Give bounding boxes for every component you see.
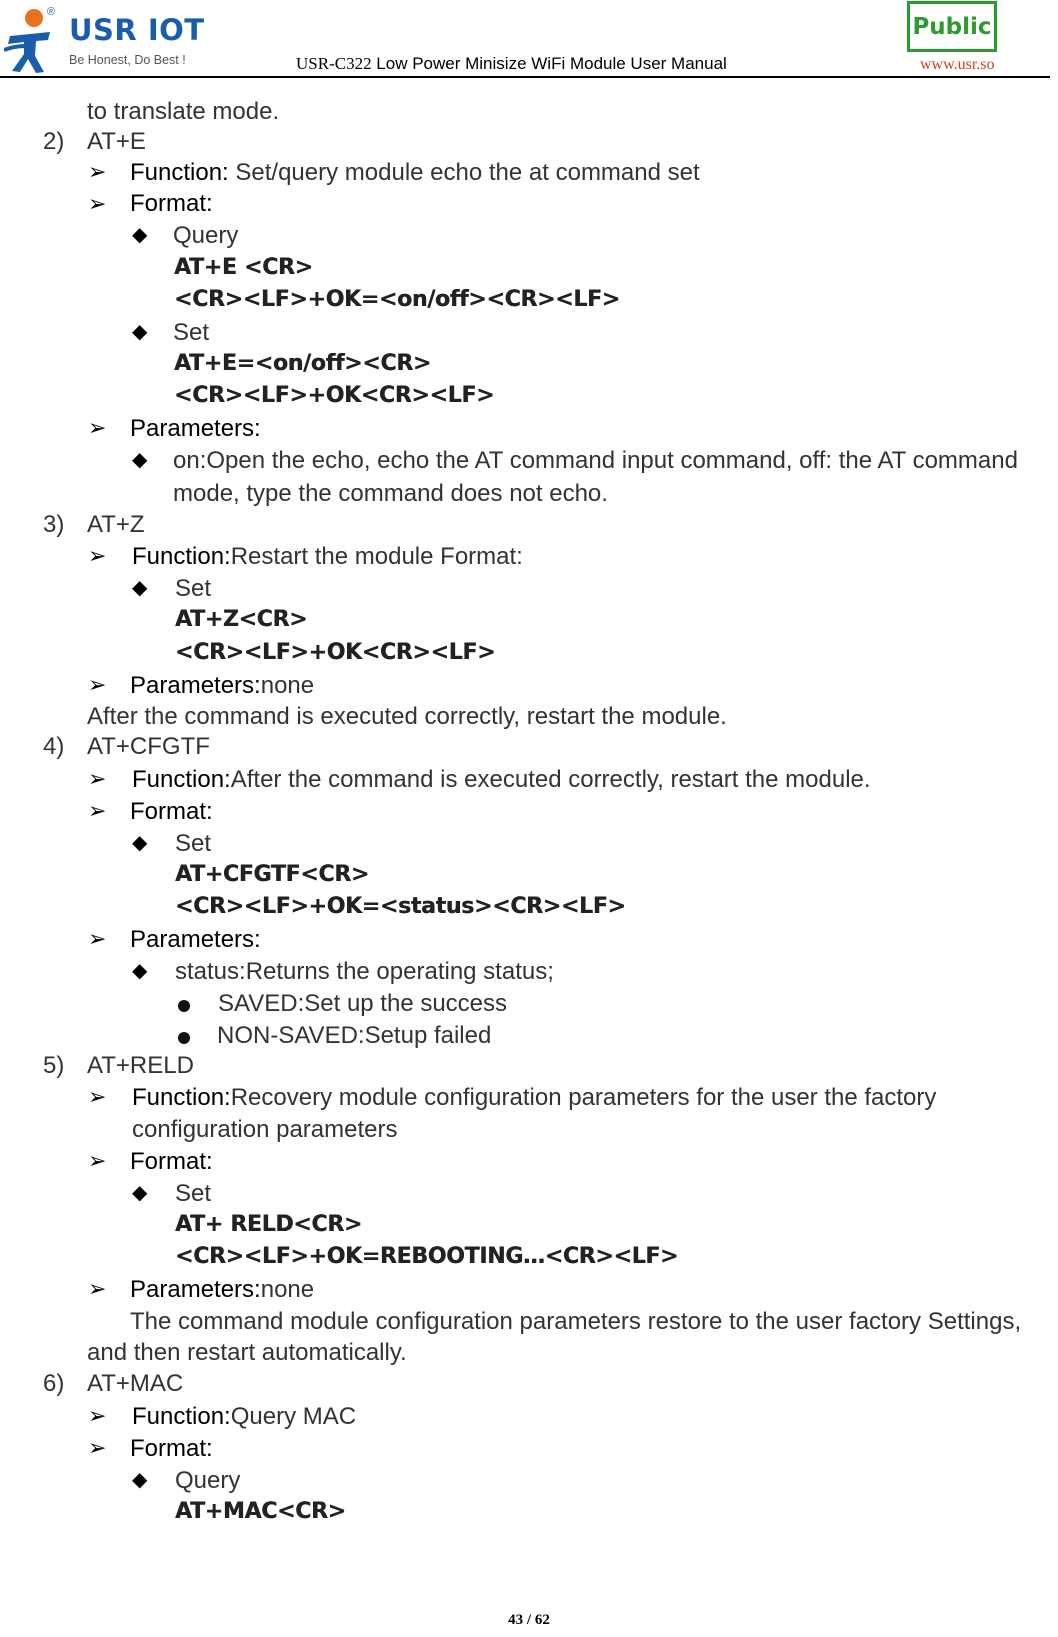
page-number [0, 1612, 1058, 1629]
note-text: The command module configuration parameters restore to the user factory Settings, [130, 1308, 1022, 1335]
parameters-line [130, 1275, 314, 1305]
arrow-bullet-icon: ➢ [88, 1148, 107, 1173]
parameter-text: mode, type the command does not echo. [173, 480, 608, 507]
note-text: After the command is executed correctly, restart the module. [87, 703, 727, 730]
function-label: Function: [132, 543, 231, 570]
arrow-bullet-icon: ➢ [88, 1435, 107, 1460]
command-text: AT+CFGTF<CR> [175, 862, 369, 887]
function-label: Function: [132, 1084, 231, 1111]
command-text: AT+MAC<CR> [175, 1499, 346, 1524]
diamond-bullet-icon: ◆ [132, 1469, 148, 1491]
set-label: Set [175, 1180, 212, 1207]
page-header [0, 0, 1058, 80]
diamond-bullet-icon: ◆ [132, 224, 148, 246]
section-title: AT+RELD [87, 1052, 194, 1079]
parameters-value: none [260, 1276, 315, 1303]
diamond-bullet-icon: ◆ [132, 449, 148, 471]
total-pages: 62 [534, 1612, 550, 1628]
parameters-label: Parameters: [130, 415, 261, 442]
arrow-bullet-icon: ➢ [88, 1403, 107, 1428]
arrow-bullet-icon: ➢ [88, 1084, 107, 1109]
section-title: AT+CFGTF [87, 733, 210, 760]
section-number: 4) [43, 733, 65, 760]
function-line [132, 1083, 936, 1113]
round-bullet-icon [178, 1000, 190, 1012]
set-label: Set [173, 319, 210, 346]
command-text: AT+Z<CR> [175, 607, 308, 632]
format-label: Format: [130, 1148, 213, 1175]
status-option: NON-SAVED:Setup failed [217, 1022, 492, 1049]
function-text-continued: configuration parameters [132, 1116, 398, 1143]
arrow-bullet-icon: ➢ [88, 926, 107, 951]
function-text: Recovery module configuration parameters for the user the factory [230, 1084, 937, 1111]
parameter-text: on:Open the echo, echo the AT command input command, off: the AT command [173, 447, 1018, 474]
function-text: Restart the module Format: [230, 543, 523, 570]
arrow-bullet-icon: ➢ [88, 159, 107, 184]
section-title: AT+MAC [87, 1370, 184, 1397]
diamond-bullet-icon: ◆ [132, 577, 148, 599]
function-label: Function: [132, 1403, 231, 1430]
registered-mark: ® [47, 6, 56, 18]
function-label: Function: [130, 159, 229, 186]
current-page: 43 [508, 1612, 524, 1628]
arrow-bullet-icon: ➢ [88, 543, 107, 568]
round-bullet-icon [178, 1032, 190, 1044]
section-title: AT+Z [87, 511, 145, 538]
command-text: AT+E=<on/off><CR> [174, 351, 432, 376]
parameters-label: Parameters: [130, 672, 261, 699]
parameter-text: status:Returns the operating status; [175, 958, 554, 985]
function-text: Set/query module echo the at command set [228, 159, 700, 186]
document-title [296, 54, 727, 74]
query-label: Query [173, 222, 239, 249]
arrow-bullet-icon: ➢ [88, 191, 107, 216]
format-label: Format: [130, 798, 213, 825]
function-line [132, 1402, 356, 1432]
diamond-bullet-icon: ◆ [132, 321, 148, 343]
format-label: Format: [130, 1435, 213, 1462]
arrow-bullet-icon: ➢ [88, 1276, 107, 1301]
title-model: USR-C322 [296, 54, 372, 73]
response-text: <CR><LF>+OK=REBOOTING…<CR><LF> [175, 1244, 679, 1269]
section-number: 3) [43, 511, 65, 538]
parameters-line [130, 671, 314, 701]
diamond-bullet-icon: ◆ [132, 960, 148, 982]
arrow-bullet-icon: ➢ [88, 672, 107, 697]
arrow-bullet-icon: ➢ [88, 798, 107, 823]
response-text: <CR><LF>+OK<CR><LF> [175, 640, 496, 665]
command-text: AT+E <CR> [174, 255, 313, 280]
section-title: AT+E [87, 128, 146, 155]
section-number: 2) [43, 128, 65, 155]
public-badge: Public [907, 1, 997, 52]
parameters-label: Parameters: [130, 926, 261, 953]
arrow-bullet-icon: ➢ [88, 766, 107, 791]
diamond-bullet-icon: ◆ [132, 832, 148, 854]
query-label: Query [175, 1467, 241, 1494]
header-url: www.usr.so [920, 56, 995, 73]
parameters-label: Parameters: [130, 1276, 261, 1303]
response-text: <CR><LF>+OK<CR><LF> [174, 383, 495, 408]
intro-text: to translate mode. [87, 98, 280, 125]
function-text: After the command is executed correctly, restart the module. [230, 766, 871, 793]
function-text: Query MAC [230, 1403, 357, 1430]
title-text: Low Power Minisize WiFi Module User Manual [371, 54, 727, 73]
format-label: Format: [130, 190, 213, 217]
response-text: <CR><LF>+OK=<status><CR><LF> [175, 894, 626, 919]
function-label: Function: [132, 766, 231, 793]
header-divider [0, 76, 1050, 78]
set-label: Set [175, 575, 212, 602]
parameters-value: none [260, 672, 315, 699]
brand-motto: Be Honest, Do Best ! [69, 53, 186, 67]
function-line [130, 158, 700, 188]
section-number: 6) [43, 1370, 65, 1397]
brand-name: USR IOT [69, 13, 205, 47]
set-label: Set [175, 830, 212, 857]
note-text: and then restart automatically. [87, 1339, 407, 1366]
diamond-bullet-icon: ◆ [132, 1182, 148, 1204]
function-line [132, 542, 523, 572]
section-number: 5) [43, 1052, 65, 1079]
page-separator: / [523, 1612, 535, 1628]
command-text: AT+ RELD<CR> [175, 1212, 363, 1237]
response-text: <CR><LF>+OK=<on/off><CR><LF> [174, 287, 620, 312]
arrow-bullet-icon: ➢ [88, 415, 107, 440]
usr-logo-icon [4, 6, 74, 74]
function-line [132, 765, 871, 795]
status-option: SAVED:Set up the success [218, 990, 508, 1017]
